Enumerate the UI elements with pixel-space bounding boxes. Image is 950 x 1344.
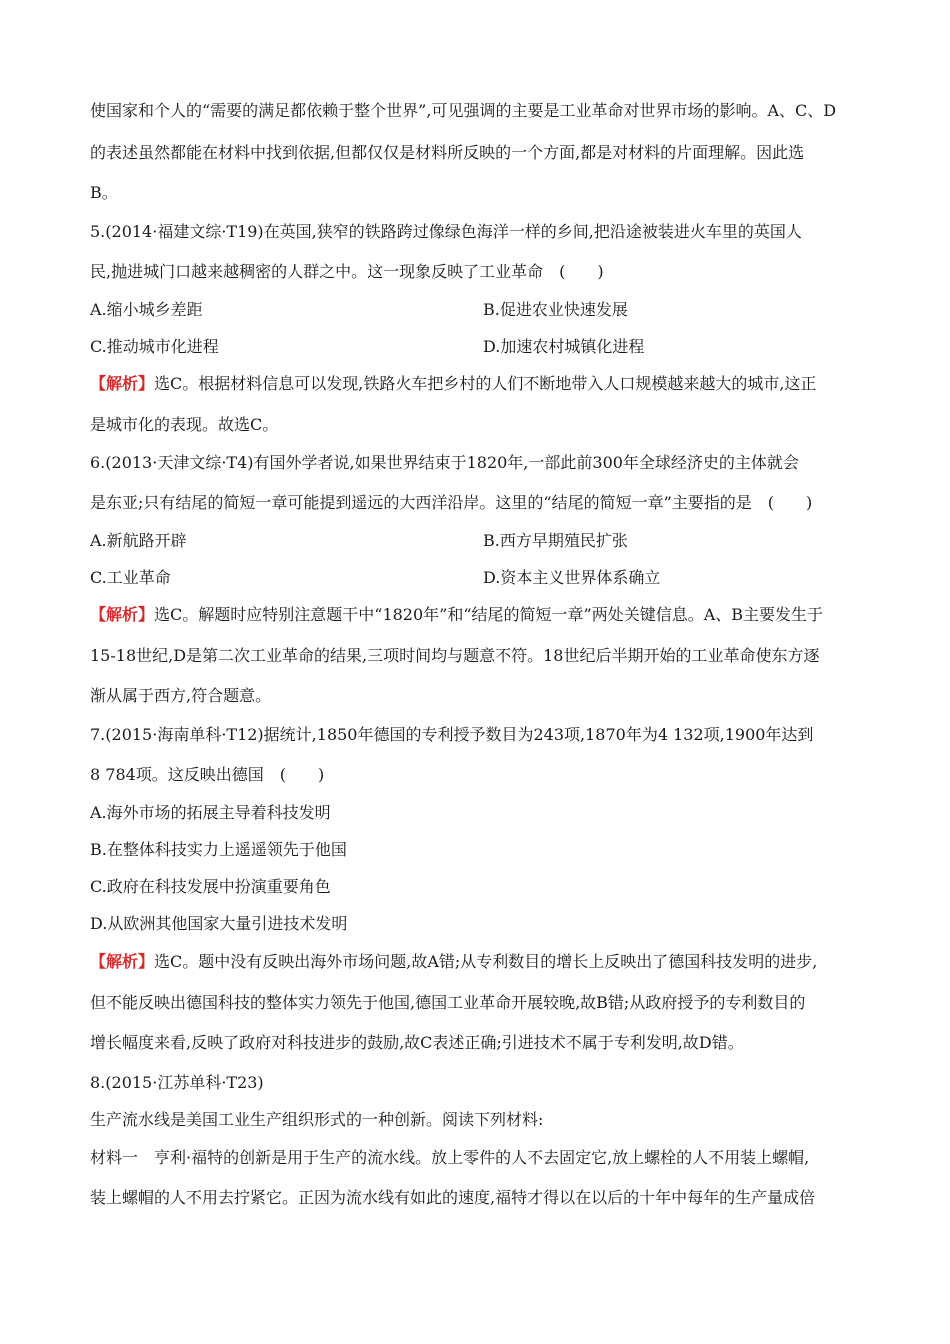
q6-explanation-text-1: 选C。解题时应特别注意题干中“1820年”和“结尾的简短一章”两处关键信息。A、B主要发生于 [154, 605, 824, 624]
q6-option-c: C.工业革命 [90, 568, 171, 587]
q7-explanation-line-1 [90, 952, 880, 972]
q5-explanation-text-1: 选C。根据材料信息可以发现,铁路火车把乡村的人们不断地带入人口规模越来越大的城市,这正 [154, 374, 817, 393]
q8-material-line-2: 装上螺帽的人不用去拧紧它。正因为流水线有如此的速度,福特才得以在以后的十年中每年的生产量成倍 [90, 1188, 816, 1207]
q8-stem-line-1: 8.(2015·江苏单科·T23) [90, 1073, 264, 1092]
q6-option-d: D.资本主义世界体系确立 [483, 568, 661, 587]
q6-explanation-line-1 [90, 605, 880, 625]
q7-stem-line-2: 8 784项。这反映出德国 ( ) [90, 765, 325, 784]
q6-explanation-line-2: 15-18世纪,D是第二次工业革命的结果,三项时间均与题意不符。18世纪后半期开始的工业革命使东方逐 [90, 646, 820, 665]
q6-options-row-2 [90, 568, 880, 588]
q6-options-row-1 [90, 531, 880, 551]
q7-explanation-line-2: 但不能反映出德国科技的整体实力领先于他国,德国工业革命开展较晚,故B错;从政府授予的专利数目的 [90, 993, 806, 1012]
q7-option-c: C.政府在科技发展中扮演重要角色 [90, 877, 331, 896]
q5-explanation-line-2: 是城市化的表现。故选C。 [90, 415, 279, 434]
q5-option-d: D.加速农村城镇化进程 [483, 337, 645, 356]
q5-option-c: C.推动城市化进程 [90, 337, 219, 356]
q5-stem-line-2: 民,抛进城门口越来越稠密的人群之中。这一现象反映了工业革命 ( ) [90, 262, 604, 281]
intro-line-3: B。 [90, 183, 118, 202]
q6-stem-line-1: 6.(2013·天津文综·T4)有国外学者说,如果世界结束于1820年,一部此前300年全球经济史的主体就会 [90, 453, 799, 472]
q7-explanation-text-1: 选C。题中没有反映出海外市场问题,故A错;从专利数目的增长上反映出了德国科技发明的进步, [154, 952, 818, 971]
q5-explanation-line-1 [90, 374, 880, 394]
q6-option-a: A.新航路开辟 [90, 531, 187, 550]
q7-option-a: A.海外市场的拓展主导着科技发明 [90, 803, 331, 822]
q6-stem-line-2: 是东亚;只有结尾的简短一章可能提到遥远的大西洋沿岸。这里的“结尾的简短一章”主要指的是 ( ) [90, 493, 813, 512]
q7-option-d: D.从欧洲其他国家大量引进技术发明 [90, 914, 348, 933]
q5-options-row-1 [90, 300, 880, 320]
q5-options-row-2 [90, 337, 880, 357]
q7-option-b: B.在整体科技实力上遥遥领先于他国 [90, 840, 347, 859]
q7-stem-line-1: 7.(2015·海南单科·T12)据统计,1850年德国的专利授予数目为243项,1870年为4 132项,1900年达到 [90, 725, 814, 744]
intro-line-1: 使国家和个人的“需要的满足都依赖于整个世界”,可见强调的主要是工业革命对世界市场的影响。A、C、D [90, 101, 837, 120]
q5-option-b: B.促进农业快速发展 [483, 300, 628, 319]
q5-explanation-tag: 【解析】 [90, 374, 155, 393]
q8-material-line-1: 材料一 亨利·福特的创新是用于生产的流水线。放上零件的人不去固定它,放上螺栓的人不用装上螺帽, [90, 1148, 810, 1167]
q5-option-a: A.缩小城乡差距 [90, 300, 203, 319]
q7-explanation-line-3: 增长幅度来看,反映了政府对科技进步的鼓励,故C表述正确;引进技术不属于专利发明,故D错。 [90, 1033, 744, 1052]
intro-line-2: 的表述虽然都能在材料中找到依据,但都仅仅是材料所反映的一个方面,都是对材料的片面理解。因此选 [90, 143, 805, 162]
q8-stem-line-2: 生产流水线是美国工业生产组织形式的一种创新。阅读下列材料: [90, 1110, 544, 1129]
q7-explanation-tag: 【解析】 [90, 952, 155, 971]
q5-stem-line-1: 5.(2014·福建文综·T19)在英国,狭窄的铁路跨过像绿色海洋一样的乡间,把沿途被装进火车里的英国人 [90, 222, 802, 241]
q6-explanation-line-3: 渐从属于西方,符合题意。 [90, 686, 272, 705]
q6-option-b: B.西方早期殖民扩张 [483, 531, 628, 550]
q6-explanation-tag: 【解析】 [90, 605, 155, 624]
